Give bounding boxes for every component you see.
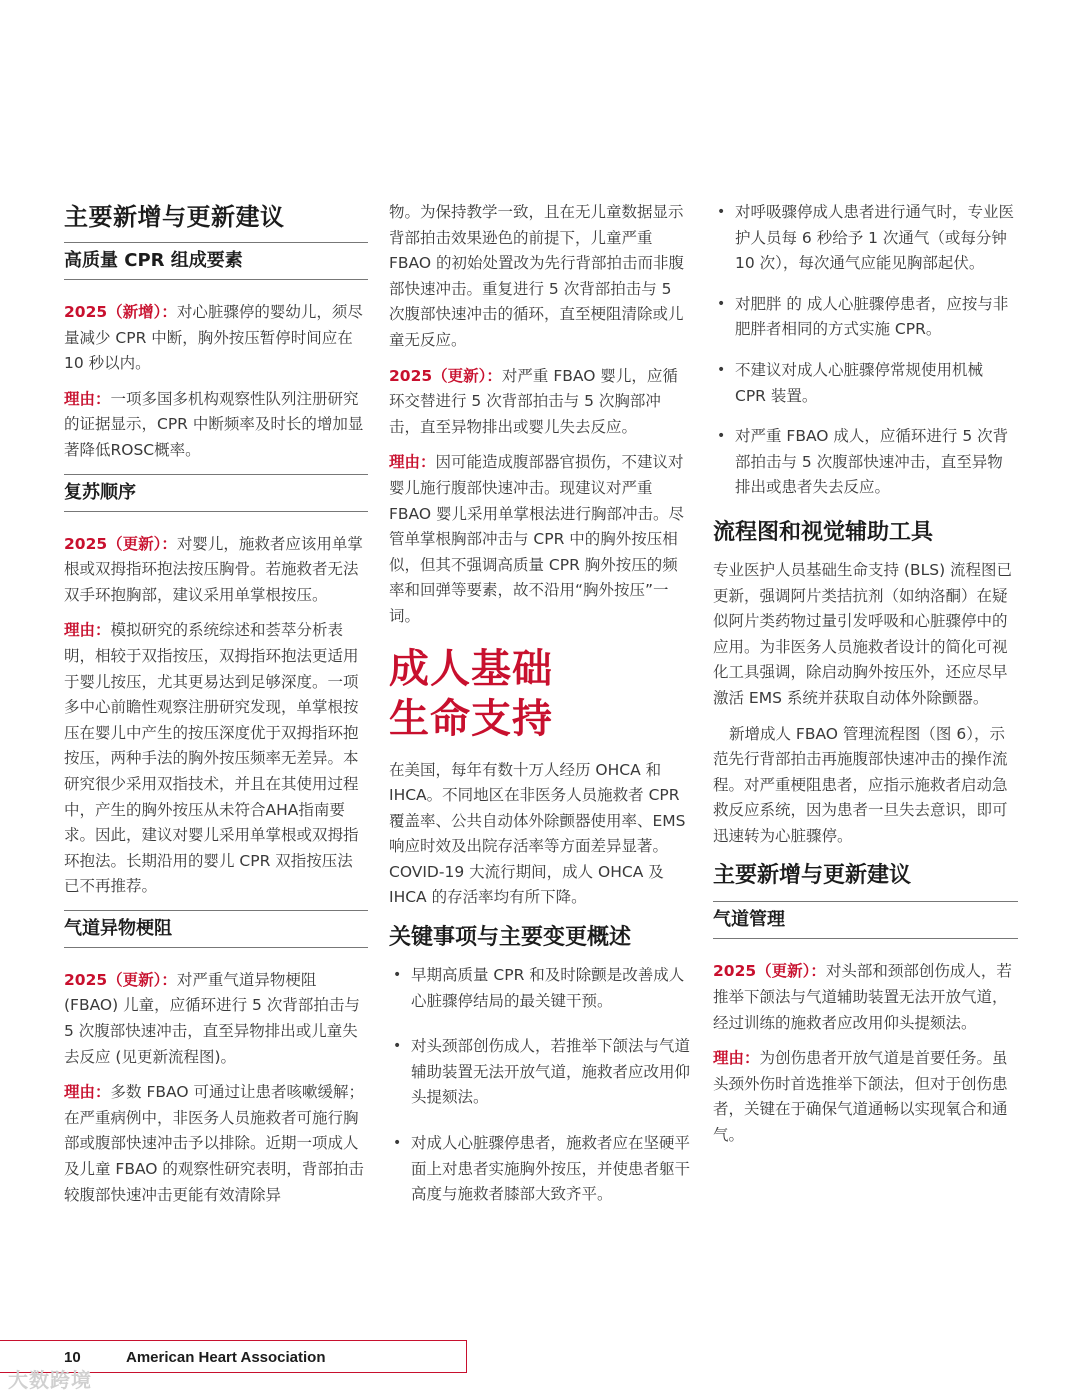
list-item: [713, 200, 1018, 277]
column-right: [713, 200, 1018, 1159]
text: 对严重 FBAO 婴儿，应循环交替进行 5 次背部拍击与 5 次胸部冲击，直至异物排出或婴儿失去反应。: [389, 366, 678, 436]
text: 为创伤患者开放气道是首要任务。虽头颈外伤时首选推举下颌法，但对于创伤患者，关键在于确保气道通畅以实现氧合和通气。: [713, 1049, 1008, 1145]
bullet-icon: •: [717, 428, 726, 445]
text: 对严重气道异物梗阻 (FBAO) 儿童，应循环进行 5 次背部拍击与 5 次腹部快速冲击，直至异物排出或儿童失去反应 (见更新流程图)。: [64, 970, 360, 1066]
paragraph-reason: [713, 1046, 1018, 1148]
tag-2025-update: 2025（更新）：: [713, 962, 826, 981]
list-item: [713, 424, 1018, 501]
bullet-icon: •: [717, 295, 726, 312]
text: 早期高质量 CPR 和及时除颤是改善成人心脏骤停结局的最关键干预。: [411, 966, 685, 1010]
tag-2025-update: 2025（更新）：: [64, 534, 177, 553]
text: 对头颈部创伤成人，若推举下颌法与气道辅助装置无法开放气道，施救者应改用仰头提颏法。: [411, 1037, 691, 1107]
text: 对心脏骤停的婴幼儿，须尽量减少 CPR 中断，胸外按压暂停时间应在 10 秒以内。: [64, 303, 363, 373]
section-banner-adult-bls: [389, 644, 691, 744]
text: 对头部和颈部创伤成人，若推举下颌法与气道辅助装置无法开放气道，经过训练的施救者应改用仰头提颏法。: [713, 962, 1012, 1032]
tag-reason: 理由：: [64, 1083, 111, 1102]
paragraph-2025-update: [64, 968, 368, 1070]
list-item: [713, 358, 1018, 409]
page-number: 10: [64, 1349, 81, 1366]
text: 因可能造成腹部器官损伤，不建议对婴儿施行腹部快速冲击。现建议对严重 FBAO 婴儿采用单掌根法进行胸部冲击。尽管单掌根胸部冲击与 CPR 中的胸外按压相似，但其不强调高质量 CPR 胸外按压的频率和回弹等要素，故不沿用“胸外按压”一词。: [389, 453, 685, 625]
section-title-key-changes: 关键事项与主要变更概述: [389, 925, 632, 951]
tag-reason: 理由：: [64, 621, 111, 640]
banner-line-2: 生命支持: [389, 695, 553, 742]
text: 模拟研究的系统综述和荟萃分析表明，相较于双指按压，双拇指环抱法更适用于婴儿按压，尤其更易达到足够深度。一项多中心前瞻性观察注册研究发现，单掌根按压在婴儿中产生的按压深度优于双拇指环抱按压，两种手法的胸外按压频率无差异。本研究很少采用双指技术，并且在其使用过程中，产生的胸外按压从未符合AHA指南要求。因此，建议对婴儿采用单掌根或双拇指环抱法。长期沿用的婴儿 CPR 双指按压法已不再推荐。: [64, 621, 359, 896]
list-item: [389, 1034, 691, 1111]
section-title-flowcharts: 流程图和视觉辅助工具: [713, 519, 934, 545]
text: 对成人心脏骤停患者，施救者应在坚硬平面上对患者实施胸外按压，并使患者躯干高度与施救者膝部大致齐平。: [411, 1134, 691, 1204]
bullet-icon: •: [717, 204, 726, 220]
text: 对婴儿，施救者应该用单掌根或双拇指环抱法按压胸骨。若施救者无法双手环抱胸部，建议采用单掌根按压。: [64, 534, 363, 604]
tag-2025-new: 2025（新增）：: [64, 303, 177, 321]
text: 对严重 FBAO 成人，应循环进行 5 次背部拍击与 5 次腹部快速冲击，直至异物排出或患者失去反应。: [735, 427, 1009, 497]
list-item: [389, 963, 691, 1014]
section-title-main: 主要新增与更新建议: [64, 203, 285, 231]
paragraph-intro: 在美国，每年有数十万人经历 OHCA 和 IHCA。不同地区在非医务人员施救者 CPR 覆盖率、公共自动体外除颤器使用率、EMS 响应时效及出院存活率等方面差异显著。COVID-19 大流行期间，成人 OHCA 及 IHCA 的存活率均有所下降。: [389, 760, 686, 907]
paragraph-fbao-flowchart: 新增成人 FBAO 管理流程图（图 6），示范先行背部拍击再施腹部快速冲击的操作流程。对严重梗阻患者，应指示施救者启动急救反应系统，因为患者一旦失去意识，即可迅速转为心脏骤停。: [713, 724, 1008, 845]
tag-reason: 理由：: [64, 389, 111, 408]
tag-2025-update: 2025（更新）：: [389, 366, 502, 385]
tag-reason: 理由：: [389, 453, 436, 472]
text: 多数 FBAO 可通过让患者咳嗽缓解；在严重病例中，非医务人员施救者可施行胸部或腹部快速冲击予以排除。近期一项成人及儿童 FBAO 的观察性研究表明，背部拍击较腹部快速冲击更能有效清除异: [64, 1083, 364, 1204]
subheading-airway: 气道管理: [713, 901, 1018, 939]
paragraph-2025-update: [713, 959, 1018, 1036]
banner-line-1: 成人基础: [389, 645, 553, 692]
text: 对肥胖 的 成人心脏骤停患者，应按与非肥胖者相同的方式实施 CPR。: [735, 294, 1009, 339]
paragraph-2025-update: [389, 364, 691, 441]
text: 不建议对成人心脏骤停常规使用机械 CPR 装置。: [735, 360, 984, 405]
text: 一项多国多机构观察性队列注册研究的证据显示，CPR 中断频率及时长的增加显著降低ROSC概率。: [64, 389, 364, 459]
paragraph-reason: [64, 1080, 368, 1208]
watermark: 大数跨境: [8, 1368, 92, 1392]
list-item: [713, 292, 1018, 343]
paragraph-reason: [389, 450, 691, 629]
bullet-list: [713, 200, 1018, 501]
organization-name: American Heart Association: [126, 1349, 326, 1366]
bullet-icon: •: [393, 1135, 402, 1152]
bullet-icon: •: [393, 967, 402, 984]
paragraph-reason: [64, 387, 368, 464]
subheading-sequence: 复苏顺序: [64, 474, 368, 512]
tag-2025-update: 2025（更新）：: [64, 970, 177, 989]
paragraph-continued: 物。为保持教学一致，且在无儿童数据显示背部拍击效果逊色的前提下，儿童严重 FBAO 的初始处置改为先行背部拍击而非腹部快速冲击。重复进行 5 次背部拍击与 5 次腹部快速冲击的循环，直至梗阻清除或儿童无反应。: [389, 203, 685, 349]
text: 对呼吸骤停成人患者进行通气时，专业医护人员每 6 秒给予 1 次通气（或每分钟 10 次），每次通气应能见胸部起伏。: [735, 203, 1015, 273]
column-middle: [389, 200, 691, 1228]
subheading-fbao: 气道异物梗阻: [64, 910, 368, 948]
bullet-list: [389, 963, 691, 1208]
bullet-icon: •: [717, 361, 726, 378]
paragraph-reason: [64, 618, 368, 900]
list-item: [389, 1131, 691, 1208]
paragraph-2025-update: [64, 532, 368, 609]
tag-reason: 理由：: [713, 1049, 760, 1068]
paragraph-flowchart: 专业医护人员基础生命支持 (BLS) 流程图已更新，强调阿片类拮抗剂（如纳洛酮）在疑似阿片类药物过量引发呼吸和心脏骤停中的应用。为非医务人员施救者设计的简化可视化工具强调，除启动胸外按压外，还应尽早激活 EMS 系统并获取自动体外除颤器。: [713, 560, 1013, 707]
section-title-main-2: 主要新增与更新建议: [713, 863, 912, 889]
bullet-icon: •: [393, 1038, 402, 1055]
subheading-cpr-elements: 高质量 CPR 组成要素: [64, 242, 368, 280]
paragraph-2025-new: [64, 300, 368, 377]
column-left: [64, 200, 368, 1218]
